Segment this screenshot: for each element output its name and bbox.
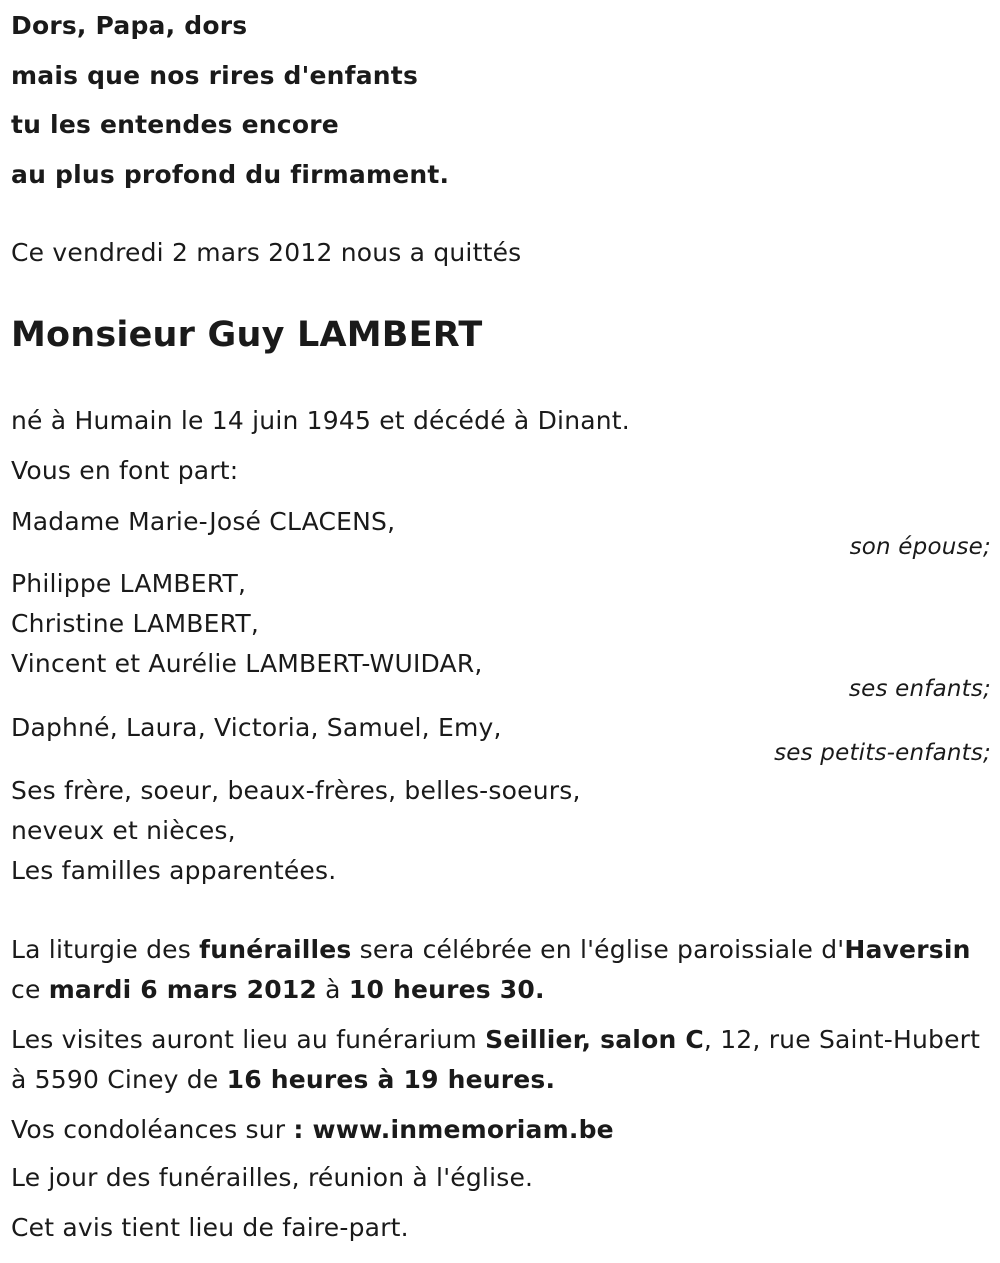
grandchildren-role: ses petits-enfants; <box>774 740 991 766</box>
child-name: Philippe LAMBERT, <box>11 569 247 598</box>
child-name: Christine LAMBERT, <box>11 609 259 638</box>
children-role: ses enfants; <box>848 676 991 702</box>
children-block <box>11 564 991 702</box>
notice-text: Cet avis tient lieu de faire-part. <box>11 1213 409 1242</box>
visits-hours: 16 heures à 19 heures. <box>226 1065 556 1094</box>
funeral-date: mardi 6 mars 2012 <box>48 975 318 1004</box>
announce-text: Vous en font part: <box>11 456 239 485</box>
deceased-name: Monsieur Guy LAMBERT <box>11 315 483 355</box>
poem-line: Dors, Papa, dors <box>11 11 248 40</box>
condolences-website: : www.inmemoriam.be <box>293 1115 614 1144</box>
child-name: Vincent et Aurélie LAMBERT-WUIDAR, <box>11 649 483 678</box>
spouse-block <box>11 502 991 560</box>
condolences-text: Vos condoléances sur <box>11 1115 294 1144</box>
grandchildren-block <box>11 708 991 766</box>
funeral-text: La liturgie des <box>11 935 200 964</box>
visits-text: , 12, rue Saint-Hubert à 5590 Ciney de <box>11 1025 981 1094</box>
spouse-role: son épouse; <box>849 534 991 560</box>
funeral-paragraph <box>11 930 991 1010</box>
funeral-place: Haversin <box>844 935 971 964</box>
funeral-text: à <box>317 975 349 1004</box>
birth-death-text: né à Humain le 14 juin 1945 et décédé à Dinant. <box>11 406 630 435</box>
condolences-paragraph <box>11 1110 991 1150</box>
other-relatives-line: neveux et nièces, <box>11 816 236 845</box>
meeting-text: Le jour des funérailles, réunion à l'église. <box>11 1163 534 1192</box>
funeral-text: sera célébrée en l'église paroissiale d' <box>351 935 845 964</box>
funeral-time: 10 heures 30. <box>348 975 545 1004</box>
visits-text: Les visites auront lieu au funérarium <box>11 1025 486 1054</box>
intro-text: Ce vendredi 2 mars 2012 nous a quittés <box>11 238 522 267</box>
spouse-name: Madame Marie-José CLACENS, <box>11 507 396 536</box>
funeral-text: ce <box>11 975 49 1004</box>
poem <box>11 10 449 208</box>
visits-paragraph <box>11 1020 991 1100</box>
other-relatives-line: Les familles apparentées. <box>11 856 337 885</box>
other-relatives-line: Ses frère, soeur, beaux-frères, belles-soeurs, <box>11 776 581 805</box>
grandchildren-names: Daphné, Laura, Victoria, Samuel, Emy, <box>11 713 502 742</box>
poem-line: mais que nos rires d'enfants <box>11 60 419 90</box>
funeral-keyword: funérailles <box>199 935 352 964</box>
poem-line: tu les entendes encore <box>11 110 339 139</box>
poem-line: au plus profond du firmament. <box>11 159 450 189</box>
visits-place: Seillier, salon C <box>485 1025 704 1054</box>
other-relatives-block <box>11 771 991 891</box>
